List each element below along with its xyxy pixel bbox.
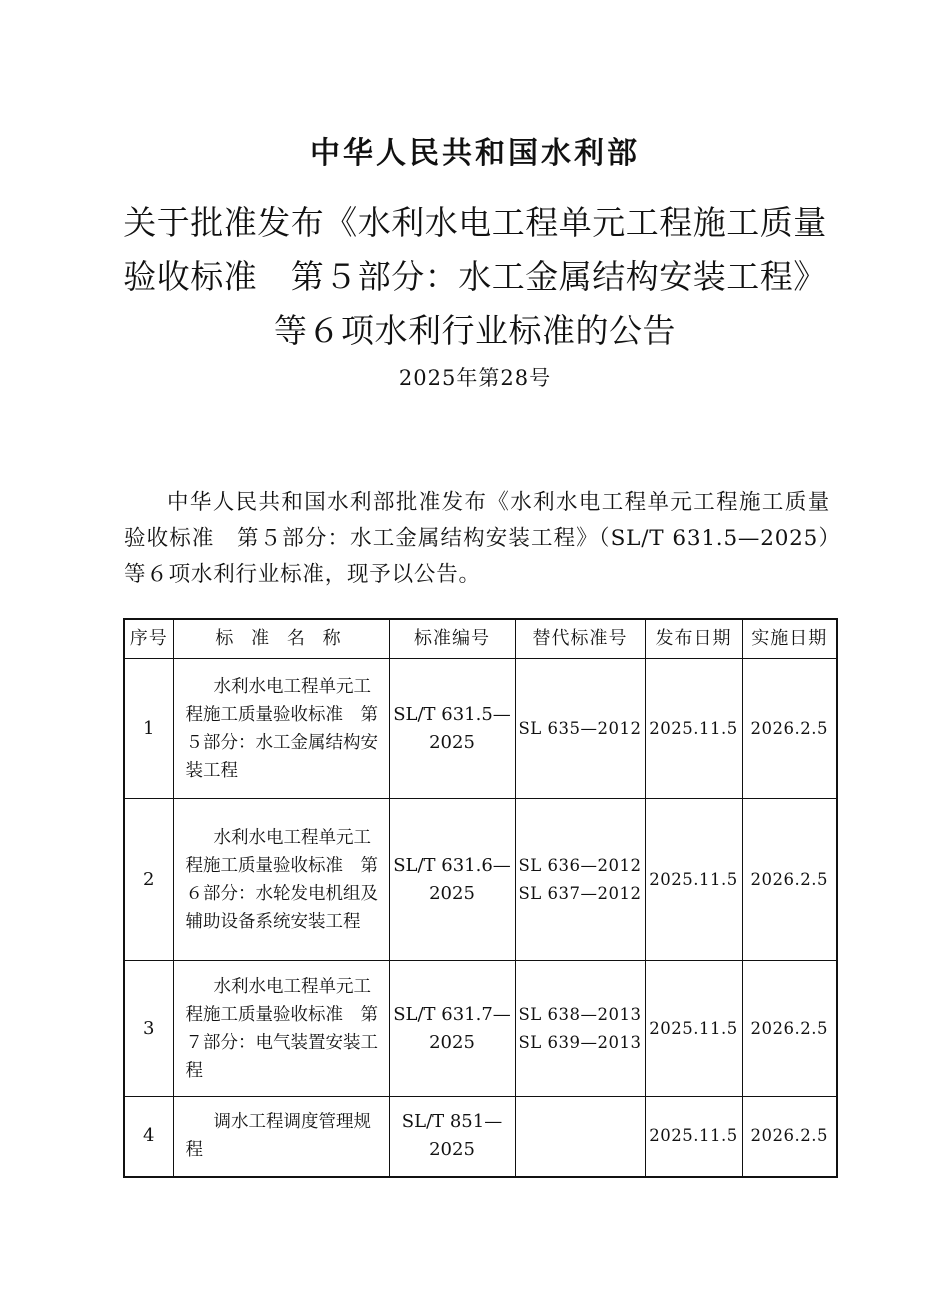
title-line-1: 关于批准发布《水利水电工程单元工程施工质量 [123, 203, 827, 242]
code-line: SL/T 851— [401, 1111, 503, 1133]
code-line: SL/T 631.7— [393, 1003, 511, 1025]
body-paragraph: 中华人民共和国水利部批准发布《水利水电工程单元工程施工质量验收标准 第５部分：水工金属结构安装工程》（SL/T 631.5—2025）等６项水利行业标准，现予以公告。 [124, 489, 830, 587]
cell-code [389, 659, 515, 799]
table-row [124, 961, 837, 1097]
replaced-standard: SL 636—2012 [518, 855, 642, 875]
cell-seq: 3 [124, 961, 173, 1097]
cell-code [389, 961, 515, 1097]
code-line: 2025 [429, 882, 475, 904]
cell-replaces [515, 961, 645, 1097]
standard-name: 水利水电工程单元工程施工质量验收标准 第５部分：水工金属结构安装工程 [185, 676, 378, 781]
code-line: 2025 [429, 1139, 475, 1161]
standards-table [123, 618, 838, 1178]
table-row [124, 1097, 837, 1177]
cell-publish-date: 2025.11.5 [645, 1097, 742, 1177]
code-line: 2025 [429, 731, 475, 753]
issuer-heading: 中华人民共和国水利部 [310, 136, 640, 171]
cell-seq: 1 [124, 659, 173, 799]
code-line: 2025 [429, 1031, 475, 1053]
header-replaces: 替代标准号 [515, 619, 645, 659]
cell-publish-date: 2025.11.5 [645, 961, 742, 1097]
title-line-3: 等６项水利行业标准的公告 [274, 311, 676, 350]
header-effective-date: 实施日期 [742, 619, 837, 659]
cell-publish-date: 2025.11.5 [645, 799, 742, 961]
cell-effective-date: 2026.2.5 [742, 799, 837, 961]
cell-name [173, 799, 389, 961]
announcement-title [100, 196, 850, 358]
cell-replaces [515, 1097, 645, 1177]
cell-code [389, 799, 515, 961]
replaced-standard: SL 637—2012 [518, 883, 642, 903]
standard-name: 水利水电工程单元工程施工质量验收标准 第６部分：水轮发电机组及辅助设备系统安装工程 [185, 827, 378, 932]
table-row [124, 659, 837, 799]
cell-name [173, 961, 389, 1097]
cell-seq: 4 [124, 1097, 173, 1177]
standard-name: 水利水电工程单元工程施工质量验收标准 第７部分：电气装置安装工程 [185, 976, 378, 1081]
title-line-2: 验收标准 第５部分：水工金属结构安装工程》 [123, 257, 827, 296]
cell-publish-date: 2025.11.5 [645, 659, 742, 799]
document-number: 2025年第28号 [398, 366, 552, 390]
cell-effective-date: 2026.2.5 [742, 1097, 837, 1177]
code-line: SL/T 631.6— [393, 854, 511, 876]
cell-replaces [515, 659, 645, 799]
table-header-row [124, 619, 837, 659]
cell-seq: 2 [124, 799, 173, 961]
cell-effective-date: 2026.2.5 [742, 961, 837, 1097]
cell-code [389, 1097, 515, 1177]
cell-name [173, 659, 389, 799]
table-row [124, 799, 837, 961]
replaced-standard: SL 639—2013 [518, 1032, 642, 1052]
code-line: SL/T 631.5— [393, 703, 511, 725]
replaced-standard: SL 635—2012 [518, 718, 642, 738]
header-code: 标准编号 [389, 619, 515, 659]
standard-name: 调水工程调度管理规程 [185, 1112, 371, 1161]
cell-name [173, 1097, 389, 1177]
cell-effective-date: 2026.2.5 [742, 659, 837, 799]
cell-replaces [515, 799, 645, 961]
replaced-standard: SL 638—2013 [518, 1004, 642, 1024]
header-seq: 序号 [124, 619, 173, 659]
header-publish-date: 发布日期 [645, 619, 742, 659]
header-name: 标 准 名 称 [173, 619, 389, 659]
